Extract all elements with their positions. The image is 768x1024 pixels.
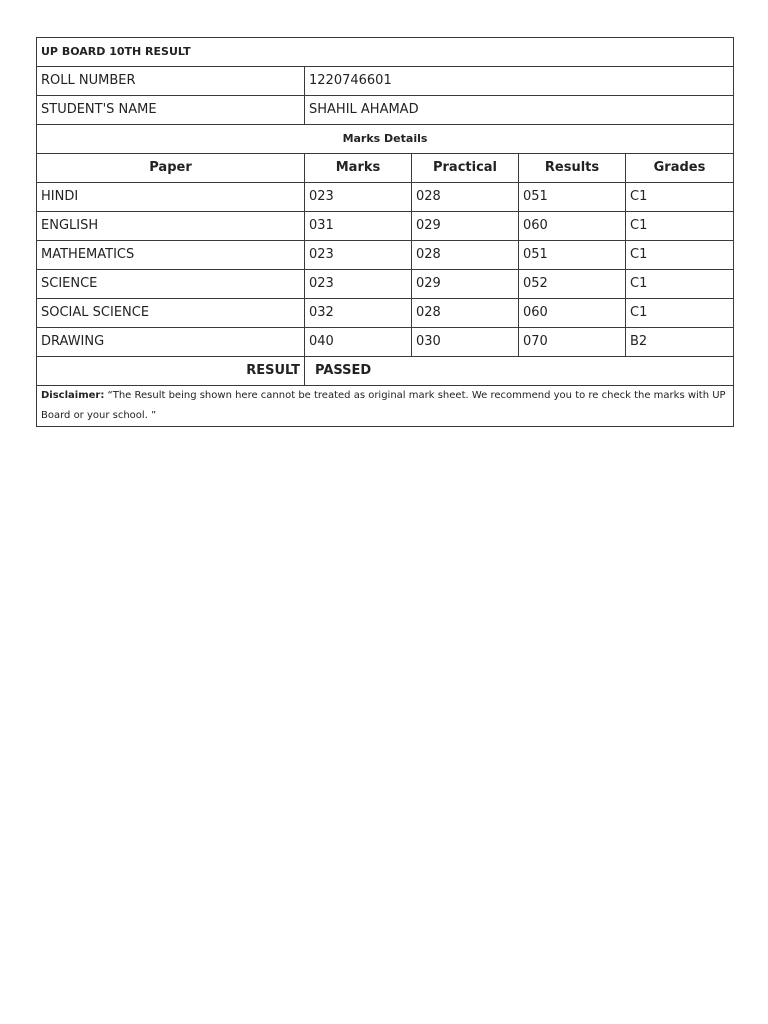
final-result-row — [37, 357, 734, 386]
result-table — [36, 37, 734, 427]
grade-cell: C1 — [626, 212, 734, 241]
paper-cell: SCIENCE — [37, 270, 305, 299]
results-cell: 051 — [519, 241, 626, 270]
practical-cell: 028 — [412, 241, 519, 270]
paper-cell: ENGLISH — [37, 212, 305, 241]
roll-number-row — [37, 67, 734, 96]
table-row — [37, 328, 734, 357]
column-header-practical: Practical — [412, 154, 519, 183]
grade-cell: C1 — [626, 270, 734, 299]
final-result-value: PASSED — [305, 357, 734, 386]
grade-cell: B2 — [626, 328, 734, 357]
results-cell: 060 — [519, 212, 626, 241]
marks-details-title: Marks Details — [37, 125, 734, 154]
table-row — [37, 212, 734, 241]
grade-cell: C1 — [626, 241, 734, 270]
practical-cell: 028 — [412, 183, 519, 212]
student-name-row — [37, 96, 734, 125]
table-row — [37, 299, 734, 328]
marks-cell: 032 — [305, 299, 412, 328]
grade-cell: C1 — [626, 299, 734, 328]
title-row — [37, 38, 734, 67]
paper-cell: MATHEMATICS — [37, 241, 305, 270]
roll-number-label: ROLL NUMBER — [37, 67, 305, 96]
practical-cell: 028 — [412, 299, 519, 328]
column-header-paper: Paper — [37, 154, 305, 183]
disclaimer-label: Disclaimer: — [41, 390, 105, 401]
table-row — [37, 270, 734, 299]
paper-cell: DRAWING — [37, 328, 305, 357]
disclaimer — [37, 386, 734, 427]
marks-cell: 031 — [305, 212, 412, 241]
column-header-results: Results — [519, 154, 626, 183]
results-cell: 060 — [519, 299, 626, 328]
paper-cell: HINDI — [37, 183, 305, 212]
table-row — [37, 183, 734, 212]
student-name-label: STUDENT'S NAME — [37, 96, 305, 125]
result-title: UP BOARD 10TH RESULT — [37, 38, 734, 67]
marks-cell: 023 — [305, 270, 412, 299]
practical-cell: 029 — [412, 270, 519, 299]
disclaimer-row — [37, 386, 734, 427]
disclaimer-text: “The Result being shown here cannot be treated as original mark sheet. We recommend you to re check the marks with UP Board or your school. ” — [41, 390, 726, 421]
student-name-value: SHAHIL AHAMAD — [305, 96, 734, 125]
practical-cell: 030 — [412, 328, 519, 357]
final-result-label: RESULT — [37, 357, 305, 386]
roll-number-value: 1220746601 — [305, 67, 734, 96]
table-row — [37, 241, 734, 270]
grade-cell: C1 — [626, 183, 734, 212]
marks-cell: 023 — [305, 183, 412, 212]
practical-cell: 029 — [412, 212, 519, 241]
marks-details-row — [37, 125, 734, 154]
column-header-marks: Marks — [305, 154, 412, 183]
marks-cell: 040 — [305, 328, 412, 357]
results-cell: 052 — [519, 270, 626, 299]
results-cell: 051 — [519, 183, 626, 212]
column-header-row — [37, 154, 734, 183]
paper-cell: SOCIAL SCIENCE — [37, 299, 305, 328]
results-cell: 070 — [519, 328, 626, 357]
marks-cell: 023 — [305, 241, 412, 270]
column-header-grades: Grades — [626, 154, 734, 183]
